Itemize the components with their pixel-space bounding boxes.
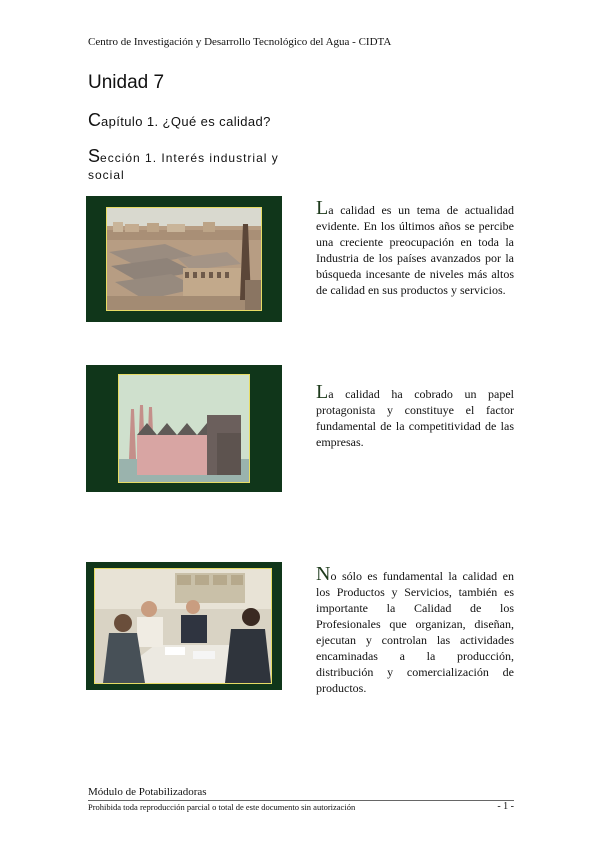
- paragraph-1-initial: L: [316, 197, 329, 219]
- paragraph-3: [316, 563, 514, 696]
- paragraph-3-initial: N: [316, 563, 331, 585]
- paragraph-1: [316, 197, 514, 298]
- chapter-initial: C: [88, 110, 101, 130]
- factory-illustration: [118, 374, 250, 483]
- unit-title: Unidad 7: [88, 72, 165, 93]
- paragraph-2: [316, 381, 514, 450]
- footer-divider: [88, 800, 514, 801]
- page-number: - 1 -: [497, 801, 514, 812]
- paragraph-3-text: o sólo es fundamental la calidad en los Productos y Servicios, también es importante la Calidad de los Profesionales que organizan, diseñan, ejecutan y controlan las actividades encaminadas a la producción, distribución y comercialización de productos.: [316, 569, 514, 695]
- industrial-city-photo: [106, 207, 262, 311]
- image-frame-industrial-city: [86, 196, 282, 322]
- paragraph-2-initial: L: [316, 381, 329, 403]
- paragraph-1-text: a calidad es un tema de actualidad evidente. En los últimos años se percibe una creciente preocupación en toda la Industria de los países avanzados por la búsqueda incesante de niveles más altos de calidad en sus productos y servicios.: [316, 203, 514, 297]
- section-title: ección 1. Interés industrial y social: [88, 151, 279, 182]
- image-frame-factory: [86, 365, 282, 492]
- paragraph-2-text: a calidad ha cobrado un papel protagonista y constituye el factor fundamental de la competitividad de las empresas.: [316, 387, 514, 449]
- business-meeting-photo: [94, 568, 272, 684]
- section-initial: S: [88, 146, 101, 166]
- image-frame-meeting: [86, 562, 282, 690]
- footer-copyright-notice: Prohibida toda reproducción parcial o total de este documento sin autorización: [88, 802, 356, 812]
- document-header: Centro de Investigación y Desarrollo Tecnológico del Agua - CIDTA: [88, 36, 392, 48]
- footer-module-name: Módulo de Potabilizadoras: [88, 786, 207, 798]
- chapter-title: apítulo 1. ¿Qué es calidad?: [101, 114, 271, 129]
- chapter-heading: [88, 110, 271, 131]
- section-heading: [88, 148, 288, 184]
